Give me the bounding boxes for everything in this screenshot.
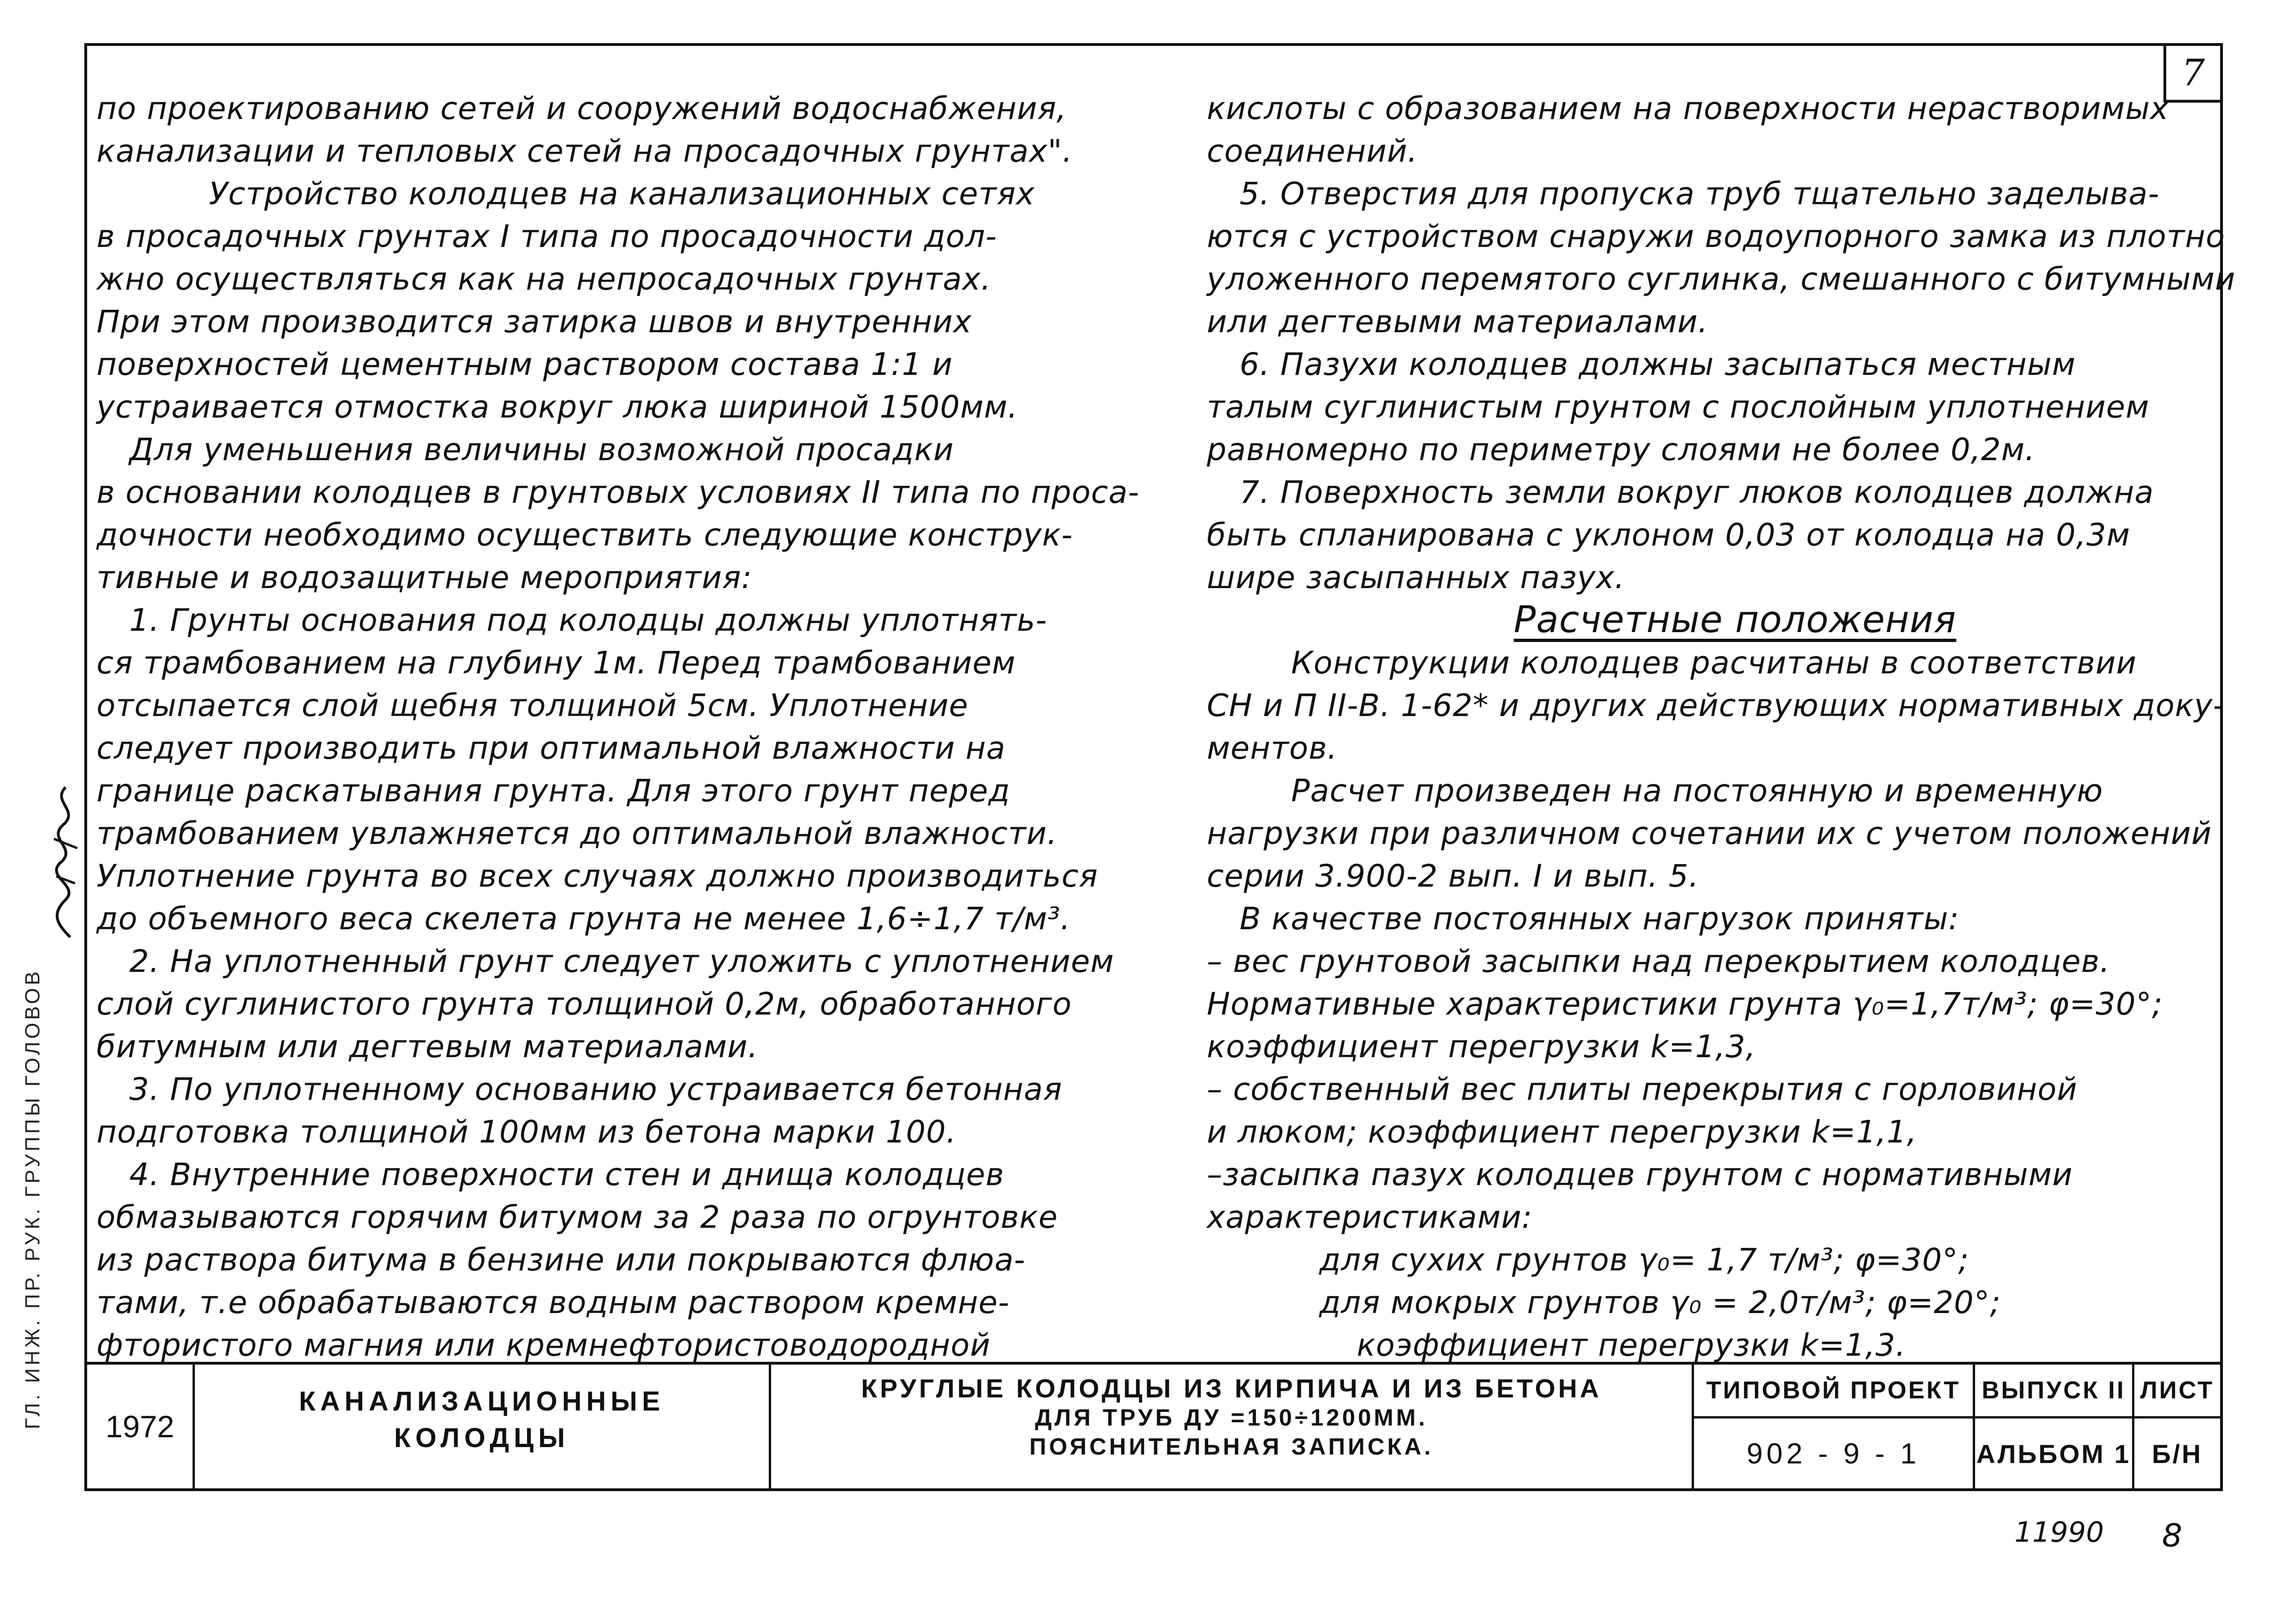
title-block-project bbox=[1694, 1365, 1975, 1488]
margin-approval-stamp: ГЛ. ИНЖ. ПР. РУК. ГРУППЫ ГОЛОВОВ bbox=[21, 969, 44, 1429]
left-line: тивные и водозащитные мероприятия: bbox=[97, 560, 752, 596]
right-line: ментов. bbox=[1207, 730, 1338, 766]
right-line: – собственный вес плиты перекрытия с горловиной bbox=[1207, 1071, 2078, 1107]
left-line: до объемного веса скелета грунта не менее 1,6÷1,7 т/м³. bbox=[97, 901, 1071, 937]
title-block-year: 1972 bbox=[87, 1365, 195, 1488]
title-block-desc-line1: КРУГЛЫЕ КОЛОДЦЫ ИЗ КИРПИЧА И ИЗ БЕТОНА bbox=[861, 1374, 1602, 1403]
title-block bbox=[87, 1362, 2220, 1488]
left-line: Уплотнение грунта во всех случаях должно производиться bbox=[97, 858, 1098, 894]
left-line: 1. Грунты основания под колодцы должны уплотнять- bbox=[129, 602, 1048, 638]
right-line: уложенного перемятого суглинка, смешанного с битумными bbox=[1207, 261, 2236, 297]
right-line: для сухих грунтов γ₀= 1,7 т/м³; φ=30°; bbox=[1319, 1242, 1969, 1278]
right-line: 6. Пазухи колодцев должны засыпаться местным bbox=[1240, 346, 2076, 382]
left-line: отсыпается слой щебня толщиной 5см. Уплотнение bbox=[97, 687, 969, 724]
right-line: –засыпка пазух колодцев грунтом с нормативными bbox=[1207, 1157, 2073, 1193]
right-line: кислоты с образованием на поверхности нерастворимых bbox=[1207, 90, 2169, 127]
title-block-desc-line2: ДЛЯ ТРУБ ДУ =150÷1200ММ. bbox=[1035, 1404, 1428, 1431]
right-line: нагрузки при различном сочетании их с учетом положений bbox=[1207, 815, 2212, 851]
right-line: СН и П II-В. 1-62* и других действующих нормативных доку- bbox=[1207, 687, 2225, 724]
title-block-issue bbox=[1975, 1365, 2134, 1488]
left-line: 3. По уплотненному основанию устраивается бетонная bbox=[129, 1071, 1063, 1107]
title-block-name-line2: КОЛОДЦЫ bbox=[394, 1423, 570, 1453]
left-line: жно осуществляться как на непросадочных грунтах. bbox=[97, 261, 991, 297]
left-line: поверхностей цементным раствором состава 1:1 и bbox=[97, 346, 953, 382]
right-line: серии 3.900-2 вып. I и вып. 5. bbox=[1207, 858, 1699, 894]
sheet-value: Б/Н bbox=[2152, 1439, 2203, 1469]
left-text-column bbox=[97, 87, 1193, 1366]
right-line: коэффициент перегрузки k=1,3. bbox=[1357, 1327, 1906, 1363]
right-line: – вес грунтовой засыпки над перекрытием колодцев. bbox=[1207, 943, 2110, 979]
margin-signature bbox=[47, 783, 84, 942]
right-line: соединений. bbox=[1207, 133, 1418, 169]
right-line: ются с устройством снаружи водоупорного замка из плотно bbox=[1207, 218, 2225, 254]
right-line: или дегтевыми материалами. bbox=[1207, 304, 1709, 340]
right-line: 5. Отверстия для пропуска труб тщательно заделыва- bbox=[1240, 176, 2160, 212]
sheet-label: ЛИСТ bbox=[2134, 1365, 2220, 1418]
left-line: по проектированию сетей и сооружений водоснабжения, bbox=[97, 90, 1067, 127]
album-label: АЛЬБОМ 1 bbox=[1976, 1439, 2131, 1469]
left-line: в просадочных грунтах I типа по просадочности дол- bbox=[97, 218, 997, 254]
left-line: битумным или дегтевым материалами. bbox=[97, 1029, 758, 1065]
right-line: Расчет произведен на постоянную и временную bbox=[1291, 773, 2103, 809]
left-line: При этом производится затирка швов и внутренних bbox=[97, 304, 972, 340]
left-line: обмазываются горячим битумом за 2 раза по огрунтовке bbox=[97, 1199, 1058, 1235]
left-line: дочности необходимо осуществить следующие конструк- bbox=[97, 517, 1073, 553]
left-line: Устройство колодцев на канализационных сетях bbox=[209, 176, 1035, 212]
left-line: фтористого магния или кремнефтористоводородной bbox=[97, 1327, 991, 1363]
left-line: из раствора битума в бензине или покрываются флюа- bbox=[97, 1242, 1026, 1278]
project-label: ТИПОВОЙ ПРОЕКТ bbox=[1694, 1365, 1973, 1418]
right-line: характеристиками: bbox=[1207, 1199, 1533, 1235]
sheet-frame bbox=[84, 43, 2236, 1491]
section-heading: Расчетные положения bbox=[1514, 599, 1956, 641]
title-block-name-line1: КАНАЛИЗАЦИОННЫЕ bbox=[299, 1386, 665, 1417]
left-line: 4. Внутренние поверхности стен и днища колодцев bbox=[129, 1157, 1004, 1193]
left-line: трамбованием увлажняется до оптимальной влажности. bbox=[97, 815, 1058, 851]
right-line: и люком; коэффициент перегрузки k=1,1, bbox=[1207, 1114, 1917, 1150]
left-line: в основании колодцев в грунтовых условиях II типа по проса- bbox=[97, 474, 1140, 510]
right-line: быть спланирована с уклоном 0,03 от колодца на 0,3м bbox=[1207, 517, 2131, 553]
left-line: границе раскатывания грунта. Для этого грунт перед bbox=[97, 773, 1011, 809]
right-line: Конструкции колодцев расчитаны в соответствии bbox=[1291, 645, 2137, 681]
inventory-number: 11990 bbox=[2014, 1516, 2104, 1549]
right-line: для мокрых грунтов γ₀ = 2,0т/м³; φ=20°; bbox=[1319, 1284, 2001, 1321]
right-line: В качестве постоянных нагрузок приняты: bbox=[1240, 901, 1960, 937]
right-line: 7. Поверхность земли вокруг люков колодцев должна bbox=[1240, 474, 2154, 510]
right-line: Нормативные характеристики грунта γ₀=1,7т/м³; φ=30°; bbox=[1207, 986, 2163, 1022]
title-block-sheet bbox=[2134, 1365, 2220, 1488]
left-line: 2. На уплотненный грунт следует уложить с уплотнением bbox=[129, 943, 1115, 979]
left-line: подготовка толщиной 100мм из бетона марки 100. bbox=[97, 1114, 957, 1150]
page-number: 7 bbox=[2163, 46, 2220, 103]
left-line: слой суглинистого грунта толщиной 0,2м, обработанного bbox=[97, 986, 1072, 1022]
right-line: талым суглинистым грунтом с послойным уплотнением bbox=[1207, 389, 2150, 425]
issue-label: ВЫПУСК II bbox=[1975, 1365, 2132, 1418]
left-line: устраивается отмостка вокруг люка шириной 1500мм. bbox=[97, 389, 1018, 425]
title-block-name bbox=[195, 1365, 771, 1488]
left-line: Для уменьшения величины возможной просадки bbox=[129, 432, 954, 468]
left-line: ся трамбованием на глубину 1м. Перед трамбованием bbox=[97, 645, 1016, 681]
right-text-column bbox=[1207, 87, 2236, 1366]
right-line: коэффициент перегрузки k=1,3, bbox=[1207, 1029, 1756, 1065]
right-line: шире засыпанных пазух. bbox=[1207, 560, 1625, 596]
project-code: 902 - 9 - 1 bbox=[1746, 1437, 1920, 1470]
right-line: равномерно по периметру слоями не более 0,2м. bbox=[1207, 432, 2036, 468]
left-line: тами, т.е обрабатываются водным раствором кремне- bbox=[97, 1284, 1010, 1321]
copy-number: 8 bbox=[2162, 1517, 2183, 1554]
left-line: следует производить при оптимальной влажности на bbox=[97, 730, 1006, 766]
title-block-description bbox=[771, 1365, 1694, 1488]
left-line: канализации и тепловых сетей на просадочных грунтах". bbox=[97, 133, 1073, 169]
title-block-desc-line3: ПОЯСНИТЕЛЬНАЯ ЗАПИСКА. bbox=[1029, 1433, 1434, 1460]
